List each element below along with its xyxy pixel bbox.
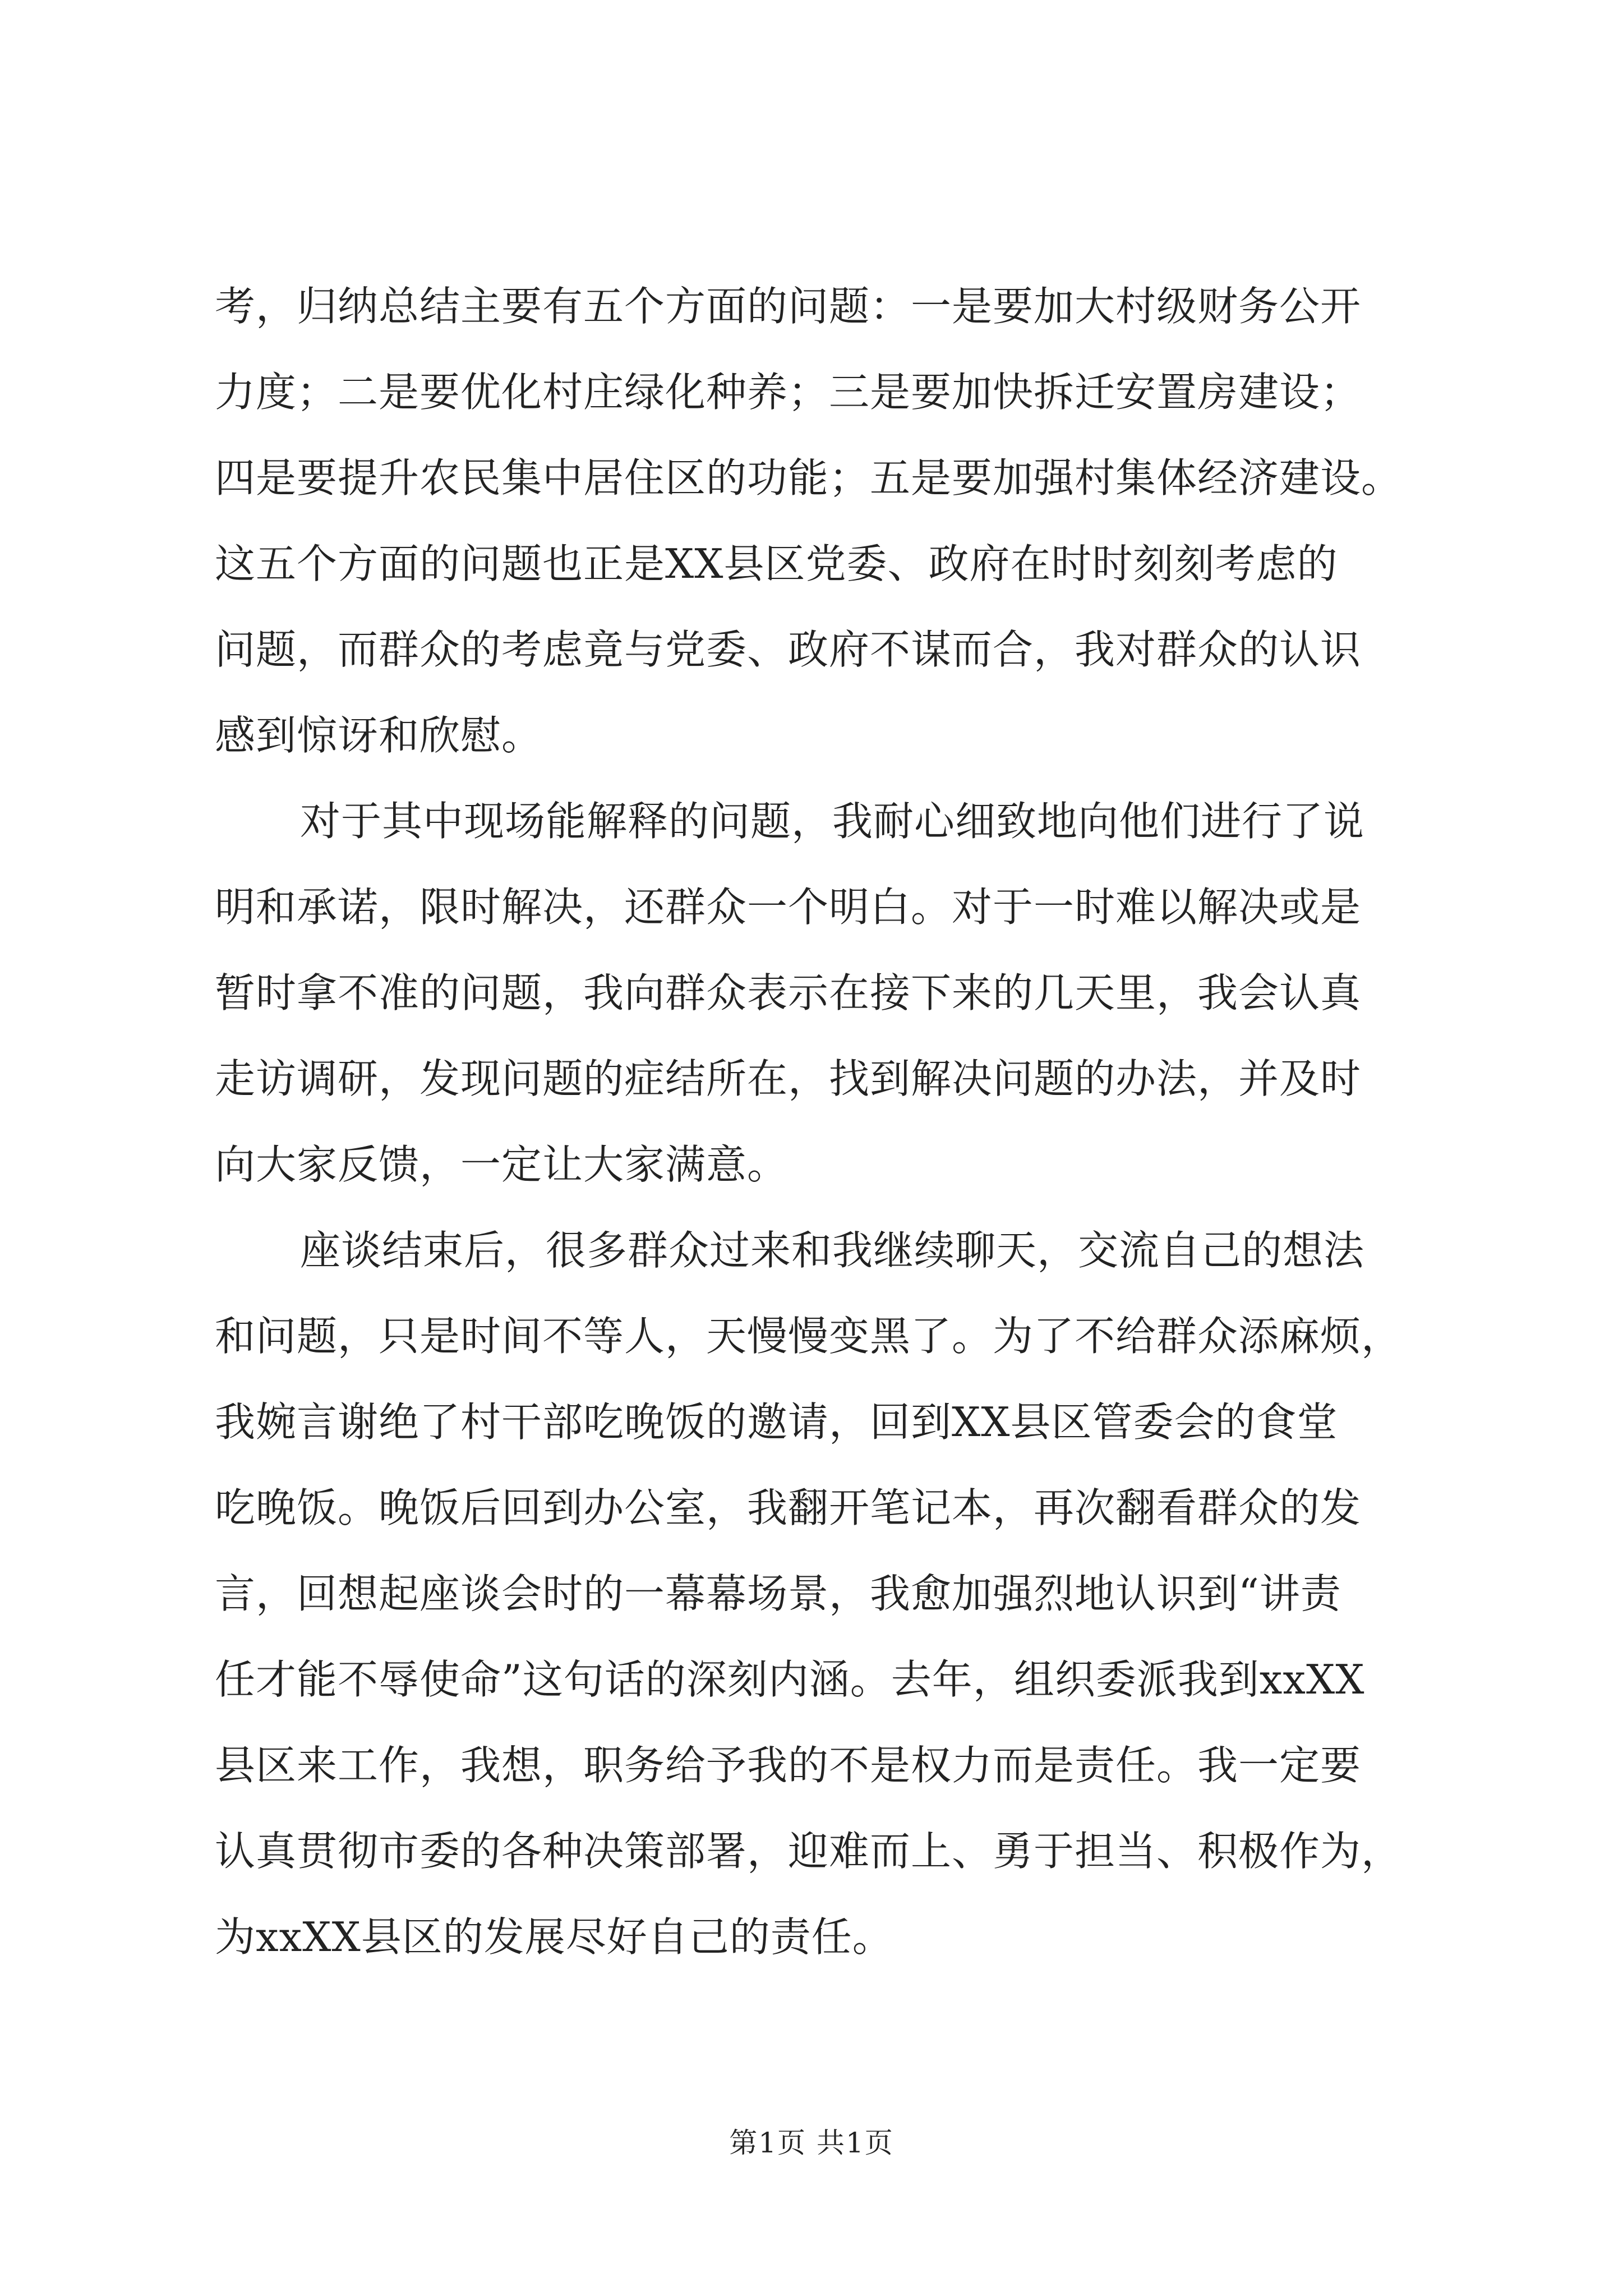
page-number-label: 第1页 共1页 bbox=[729, 2127, 894, 2159]
text-line: 问题，而群众的考虑竟与党委、政府不谋而合，我对群众的认识 bbox=[215, 626, 1362, 673]
text-line: 暂时拿不准的问题，我向群众表示在接下来的几天里，我会认真 bbox=[215, 969, 1362, 1016]
paragraph-start-line: 对于其中现场能解释的问题，我耐心细致地向他们进行了说 bbox=[300, 798, 1365, 845]
text-line: 吃晚饭。晚饭后回到办公室，我翻开笔记本，再次翻看群众的发 bbox=[215, 1484, 1362, 1531]
text-line: 走访调研，发现问题的症结所在，找到解决问题的办法，并及时 bbox=[215, 1055, 1362, 1102]
text-line: 为xxXX县区的发展尽好自己的责任。 bbox=[215, 1913, 893, 1961]
text-line: 向大家反馈，一定让大家满意。 bbox=[215, 1141, 789, 1188]
text-line: 考，归纳总结主要有五个方面的问题：一是要加大村级财务公开 bbox=[215, 283, 1362, 330]
text-line: 四是要提升农民集中居住区的功能；五是要加强村集体经济建设。 bbox=[215, 454, 1403, 501]
text-line: 这五个方面的问题也正是XX县区党委、政府在时时刻刻考虑的 bbox=[215, 540, 1338, 587]
paragraph-start-line: 座谈结束后，很多群众过来和我继续聊天，交流自己的想法 bbox=[300, 1227, 1365, 1274]
text-line: 明和承诺，限时解决，还群众一个明白。对于一时难以解决或是 bbox=[215, 884, 1362, 931]
text-line: 认真贯彻市委的各种决策部署，迎难而上、勇于担当、积极作为， bbox=[215, 1828, 1403, 1875]
text-line: 我婉言谢绝了村干部吃晚饭的邀请，回到XX县区管委会的食堂 bbox=[215, 1398, 1338, 1446]
text-line: 力度；二是要优化村庄绿化种养；三是要加快拆迁安置房建设； bbox=[215, 369, 1362, 416]
text-line: 任才能不辱使命”这句话的深刻内涵。去年，组织委派我到xxXX bbox=[215, 1656, 1365, 1703]
text-line: 和问题，只是时间不等人，天慢慢变黑了。为了不给群众添麻烦， bbox=[215, 1313, 1403, 1360]
document-body bbox=[215, 264, 1482, 1980]
text-line: 感到惊讶和欣慰。 bbox=[215, 712, 543, 759]
page-footer bbox=[0, 2126, 1623, 2160]
text-line: 言，回想起座谈会时的一幕幕场景，我愈加强烈地认识到“讲责 bbox=[215, 1570, 1341, 1617]
text-line: 县区来工作，我想，职务给予我的不是权力而是责任。我一定要 bbox=[215, 1742, 1362, 1789]
